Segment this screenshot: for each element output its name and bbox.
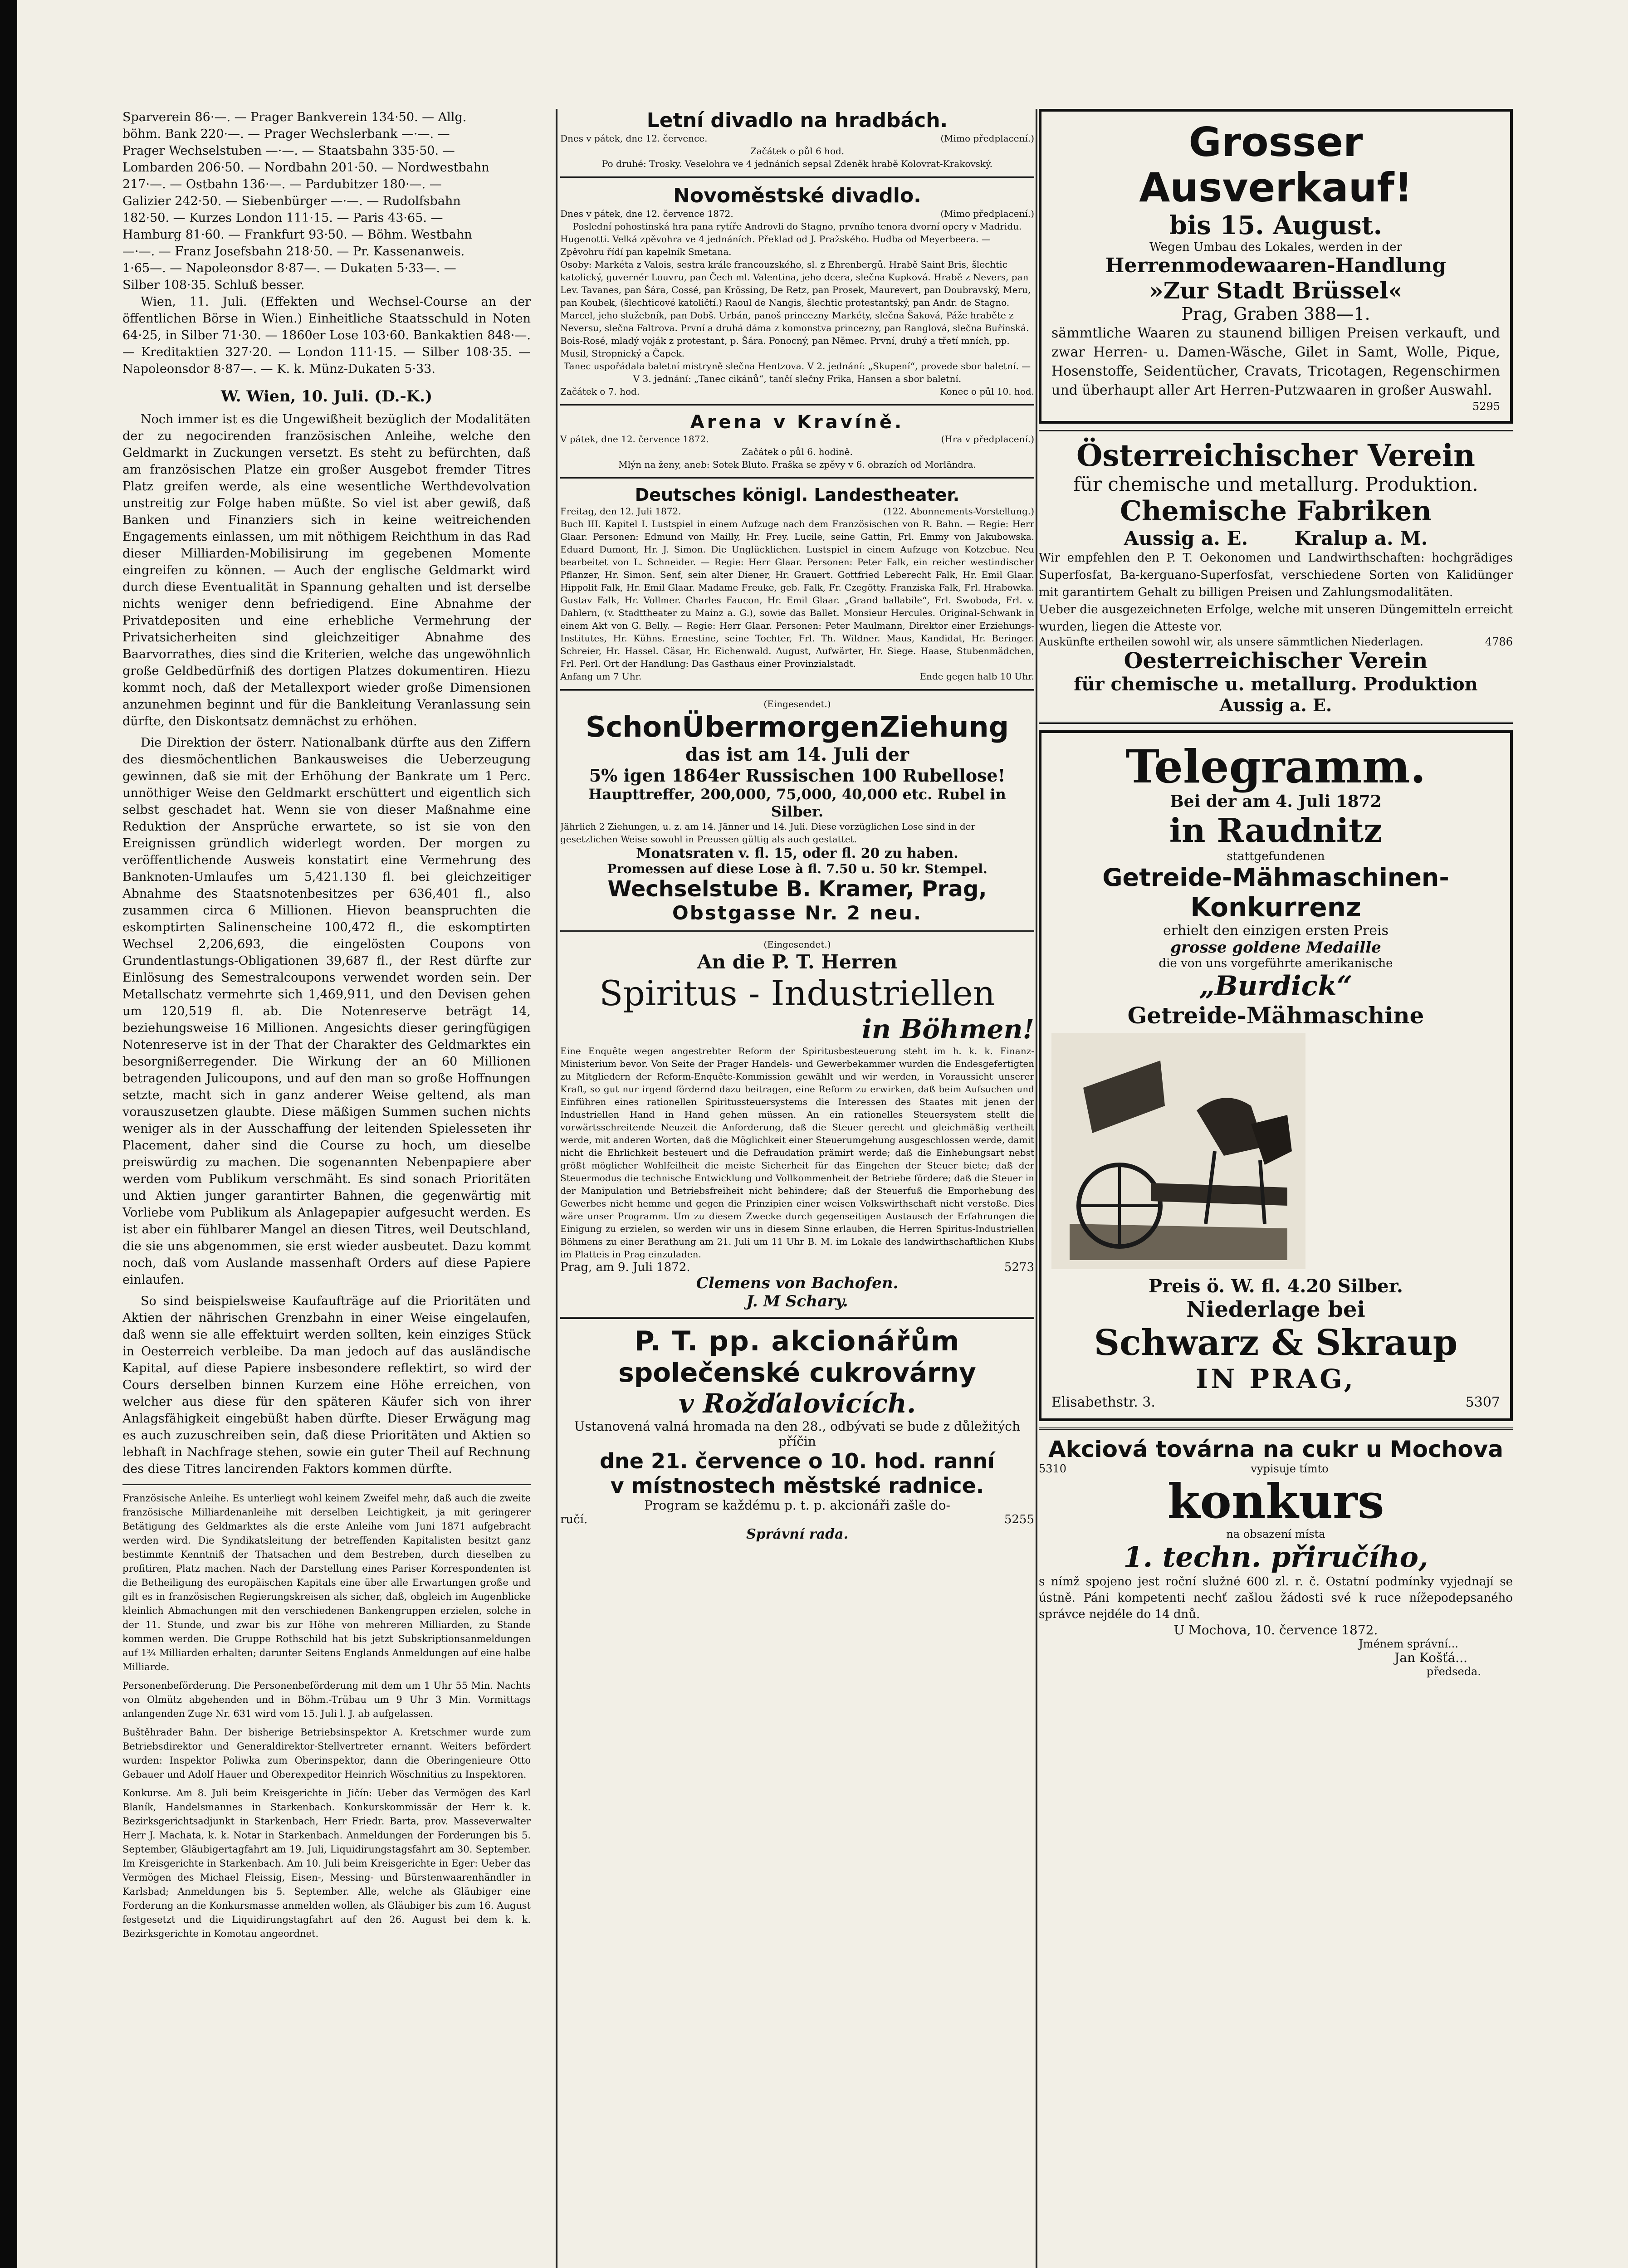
- column-rule: [556, 109, 557, 2268]
- column-rule: [1036, 109, 1037, 2268]
- divider: [560, 477, 1034, 479]
- verein-foot2: für chemische u. metallurg. Produktion: [1074, 674, 1478, 695]
- arena-date-row: [560, 433, 1034, 445]
- verein-sub: für chemische und metallurg. Produktion.: [1073, 473, 1478, 495]
- telegramm-num: 5307: [1465, 1394, 1500, 1410]
- ausverkauf-title: Grosser Ausverkauf!: [1139, 119, 1413, 211]
- nove-mimo: (Mimo předplacení.): [940, 208, 1034, 219]
- market-line: Prager Wechselstuben —·—. — Staatsbahn 335·50. —: [122, 144, 455, 158]
- notice-paragraph: Konkurse. Am 8. Juli beim Kreisgerichte in Jičín: Ueber das Vermögen des Karl Blaník, Handelsmannes in Starkenbach. Konkurskommissär der Herr k. k. Bezirksgerichtsadjunkt in Starkenbach, Herr Friedr. Barta, prov. Masseverwalter Herr J. Machata, k. k. Notar in Starkenbach. Anmeldungen der Forderungen bis 5. September, Gläubigertagfahrt am 19. Juli, Liquidirungstagsfahrt am 30. September. Im Kreisgerichte in Starkenbach. Am 10. Juli beim Kreisgerichte in Eger: Ueber das Vermögen des Michael Fleissig, Eisen-, Messing- und Bürstenwaarenhändler in Karlsbad; Anmeldungen bis 5. September. Alle, welche als Gläubiger eine Forderung an die Konkursmasse anmelden wollen, als Gläubiger bis zum 16. August festgesetzt und die Liquidirungstagfahrt auf den 26. August bei dem k. k. Bezirksgerichte in Komotau angeordnet.: [122, 1788, 531, 1939]
- mochov-title: Akciová továrna na cukr u Mochova: [1048, 1436, 1504, 1462]
- spiritus-date: Prag, am 9. Juli 1872.: [560, 1261, 690, 1274]
- telegramm-l2: stattgefundenen: [1227, 850, 1325, 863]
- column-ads: [1039, 109, 1513, 2268]
- mochov-sig1: Jménem správní...: [1359, 1637, 1458, 1650]
- article-paragraph: Die Direktion der österr. Nationalbank dürfte aus den Ziffern des diesmöchentlichen Bankausweises die Ueberzeugung gewinnen, daß sie mit der Erhöhung der Bankrate um 1 Perc. unnöthiger Weise den Geldmarkt erschüttert und eigentlich sich selbst geschadet hat. Wenn sie von dieser Maßnahme eine Reduktion der Ansprüche erwartete, so ist sie von den Ereignissen gründlich widerlegt worden. Der morgen zu veröffentlichende Ausweis konstatirt eine Vermehrung des Banknoten-Umlaufes um 5,421.130 fl. bei gleichzeitiger Abnahme des Staatsnotenbesitzes per 636,401 fl., also zusammen circa 6 Millionen. Hievon beanspruchten die eskomptirten Salinenscheine 100,472 fl., die eskomptirten Wechsel 2,206,693, die eingelösten Coupons von Grundentlastungs-Obligationen 39,687 fl., der Rest dürfte zur Einlösung des Semestralcoupons verwendet worden sein. Der Metallschatz vermehrte sich 1,469,911, und den Devisen gehen um 120,519 fl. ab. Die Notenreserve beträgt 14, beziehungsweise 16 Millionen. Angesichts dieser geringfügigen Notenreserve ist in der That der Charakter des Geldmarktes ein besorgnißerregender. Die Wirkung der an 60 Millionen betragenden Julicoupons, und auf den man so große Hoffnungen setzte, macht sich in ganz anderer Weise geltend, als man vorauszusetzen glaubte. Diese mäßigen Summen suchen nichts weniger als in der Ausschaffung der leitenden Spielesseten ihr Placement, daher sind die Course zu hoch, um dieselbe preiswürdig zu machen. Die sogenannten Nebenpapiere aber werden vom Publikum verschmäht. Es sind sonach Prioritäten und Aktien junger garantirter Bahnen, die gegenwärtig mit Vorliebe vom Publikum als Anlagepapier aufgesucht werden. Es ist aber ein fühlbarer Mangel an diesen Titres, weil Deutschland, die sie uns abgenommen, sie erst wieder ausbeutet. Dazu kommt noch, daß vom Auslande massenhaft Orders auf diese Papiere einlaufen.: [122, 736, 531, 1287]
- spiritus-num: 5273: [1004, 1261, 1034, 1274]
- telegramm-machine: Getreide-Mähmaschine: [1127, 1002, 1424, 1029]
- ziehung-text: Jährlich 2 Ziehungen, u. z. am 14. Jänner und 14. Juli. Diese vorzüglichen Lose sind in der gesetzlichen Weise sowohl in Preussen gültig als auch gestattet.: [560, 821, 976, 845]
- notice-paragraph: Französische Anleihe. Es unterliegt wohl keinem Zweifel mehr, daß auch die zweite französische Milliardenanleihe mit derselben Leichtigkeit, ja mit geringerer Betätigung des Geldmarktes als die erste Anleihe vom Juni 1871 aufgebracht werden wird. Die Syndikatsleitung der betreffenden Kapitalisten besitzt ganz bestimmte Kenntniß der Thatsachen und dem Bestreben, durch dieselben zu profitiren, Platz machen. Nach der Darstellung eines Pariser Korrespondenten ist die Betheiligung des europäischen Kapitals eine über alle Erwartungen große und gilt es in französischen Regierungskreisen als sicher, daß, obgleich im Augenblicke kleinlich Abmachungen mit den verschiedenen Bankengruppen erzielen, solche in der 11. Stunde, und zwar bis zur Höhe von mehreren Milliarden, zu Stande kommen werden. Die Gruppe Rothschild hat bis jetzt Subskriptionsanmeldungen auf 1¾ Milliarden erhalten; darunter Seitens Englands Anmeldungen auf eine halbe Milliarde.: [122, 1493, 531, 1672]
- telegramm-ad: [1039, 730, 1513, 1421]
- akcionar-l2: společenské cukrovárny: [618, 1357, 976, 1388]
- mochov-vyp: vypisuje tímto: [1251, 1462, 1329, 1475]
- ziehung-sub: das ist am 14. Juli der: [685, 744, 909, 765]
- market-line: Hamburg 81·60. — Frankfurt 93·50. — Böhm. Westbahn: [122, 228, 472, 242]
- notice-paragraph: Buštěhrader Bahn. Der bisherige Betriebsinspektor A. Kretschmer wurde zum Betriebsdirektor und Generaldirektor-Stellvertreter ernannt. Weiters befördert wurden: Inspektor Poliwka zum Oberinspektor, dann die Oberingenieure Otto Gebauer und Adolf Hauer und Oberexpeditor Heinrich Wöschnitius zu Inspektoren.: [122, 1727, 531, 1780]
- letni-date: Dnes v pátek, dne 12. července.: [560, 133, 708, 144]
- deutsch-ende: Ende gegen halb 10 Uhr.: [919, 671, 1034, 682]
- arena-title: Arena v Kravíně.: [690, 412, 904, 433]
- short-notices: [122, 1491, 531, 1941]
- market-line: Galizier 242·50. — Siebenbürger —·—. — Rudolfsbahn: [122, 194, 461, 208]
- divider: [1039, 722, 1513, 724]
- mochov-na: na obsazení místa: [1226, 1528, 1325, 1540]
- spiritus-text: Eine Enquête wegen angestrebter Reform der Spiritusbesteuerung steht im h. k. k. Finanz-Ministerium bevor. Von Seite der Prager Handels- und Gewerbekammer wurden die Endesgefertigten zu Mitgliedern der Reform-Enquête-Kommission gewählt und wir werden, in Voraussicht unserer Kraft, so gut nur irgend fördernd dazu beitragen, eine Reform zu erwirken, daß beim Aufsuchen und Einführen eines rationellen Spiritussteuersystems die Interessen des Staates mit jenen der Industriellen Hand in Hand gehen müssen. An ein rationelles Steuersystem stellt die vorwärtsschreitende Neuzeit die Anforderung, daß die Steuer gerecht und gleichmäßig vertheilt werde, mit anderen Worten, daß die Möglichkeit einer Steuerumgehung ausgeschlossen werde, damit nicht die Ehrlichkeit besteuert und die Defraudation prämirt werde; daß die Einhebungsart nebst größt möglicher Wohlfeilheit die meiste Sicherheit für das Eingehen der Steuer biete; daß der Steuermodus die technische Entwicklung und Vollkommenheit der Betriebe fördere; daß die Steuer in der Manipulation und Betriebsfreiheit nicht behindere; daß der Steuerfuß die Emporhebung des Gewerbes nicht hemme und gegen die Prinzipien einer weisen Volkswirthschaft nicht verstoße. Dies wäre unser Programm. Um zu diesem Zwecke durch gegenseitigen Austausch der Erfahrungen die Einigung zu erzielen, so werden wir uns in diesem Sinne erlauben, die Herren Spiritus-Industriellen Böhmens zu einer Berathung am 21. Juli um 11 Uhr B. M. im Lokale des landwirthschaftlichen Klubs im Platteis in Prag einzuladen.: [560, 1046, 1034, 1260]
- mochov-text: s nímž spojeno jest roční služné 600 zl. r. č. Ostatní podmínky vyjednají se ústně. Páni kompetenti nechť zašlou žádosti své k ruce nížepodepsaného správce nejdéle do 14 dnů.: [1039, 1575, 1513, 1621]
- akcionar-date: dne 21. července o 10. hod. ranní: [600, 1449, 995, 1473]
- mochov-pos: 1. techn. přiručího,: [1123, 1540, 1428, 1574]
- nove-time-row: [560, 385, 1034, 398]
- column-finance: [122, 109, 531, 2268]
- spiritus-date-row: [560, 1261, 1034, 1274]
- verein-text3-row: [1039, 635, 1513, 648]
- telegramm-comp: Getreide-Mähmaschinen-: [1102, 863, 1449, 892]
- akcionar-head: P. T. pp. akcionářům: [634, 1325, 960, 1357]
- market-line: 217·—. — Ostbahn 136·—. — Pardubitzer 180·—. —: [122, 177, 442, 191]
- akcionar-num: 5255: [1004, 1513, 1034, 1526]
- nove-start: Začátek o 7. hod.: [560, 386, 640, 397]
- divider: [560, 176, 1034, 178]
- ausverkauf-num: 5295: [1472, 400, 1500, 413]
- ziehung-loan: 5% igen 1864er Russischen 100 Rubellose!: [589, 765, 1006, 786]
- mochov-konkurs: konkurs: [1167, 1473, 1384, 1529]
- verein-text2: Ueber die ausgezeichneten Erfolge, welche mit unseren Düngemitteln erreicht wurden, liegen die Atteste vor.: [1039, 603, 1513, 634]
- divider: [560, 1317, 1034, 1319]
- telegramm-komp: Konkurrenz: [1190, 892, 1361, 923]
- letni-start: Začátek o půl 6 hod.: [750, 146, 845, 156]
- telegramm-price: Preis ö. W. fl. 4.20 Silber.: [1149, 1276, 1403, 1297]
- nove-date: Dnes v pátek, dne 12. července 1872.: [560, 208, 733, 219]
- telegramm-l4: die von uns vorgeführte amerikanische: [1159, 957, 1393, 970]
- mochov-date: U Mochova, 10. července 1872.: [1173, 1623, 1378, 1637]
- arena-text: Mlýn na ženy, aneb: Sotek Bluto. Fraška se zpěvy v 6. obrazích od Morländra.: [618, 459, 976, 470]
- verein-head2: Chemische Fabriken: [1120, 495, 1432, 527]
- market-line: 1·65—. — Napoleonsdor 8·87—. — Dukaten 5·33—. —: [122, 261, 456, 275]
- nove-end: Konec o půl 10. hod.: [940, 386, 1034, 397]
- ziehung-rates: Monatsraten v. fl. 15, oder fl. 20 zu haben.: [636, 846, 958, 861]
- nove-text1: Poslední pohostinská hra pana rytíře Androvli do Stagno, prvního tenora dvorní opery v Madridu.: [572, 221, 1022, 232]
- akcionar-l3: v Rožďalovicích.: [678, 1388, 916, 1419]
- deutsch-date-row: [560, 505, 1034, 518]
- ziehung-addr: Obstgasse Nr. 2 neu.: [672, 902, 922, 924]
- ausverkauf-date: bis 15. August.: [1169, 210, 1383, 240]
- telegramm-brand: „Burdick“: [1199, 970, 1353, 1002]
- verein-foot3: Aussig a. E.: [1219, 695, 1332, 715]
- divider: [1039, 430, 1513, 431]
- article-paragraph: So sind beispielsweise Kaufaufträge auf die Prioritäten und Aktien der nährischen Grenzbahn in einer Weise eingelaufen, daß wenn sie alle effektuirt werden sollten, kein einziges Stück in Oesterreich verbleibe. Da man jedoch auf das ausländische Kapital, auf diese Papiere insbesondere reflektirt, so wird der Cours derselben binnen Kurzem eine Höhe erreichen, von welcher aus diese für den späteren Käufer sich von ihrer Anlagsfähigkeit eingebüßt haben dürfte. Dieser Erwägung mag es auch zuzuschreiben sein, daß diese Prioritäten und Aktien so lebhaft in Nachfrage stehen, sowie ein guter Theil auf Rechnung des diese Titres lancirenden Faktors kommen dürfte.: [122, 1294, 531, 1476]
- ausverkauf-firm2: »Zur Stadt Brüssel«: [1149, 277, 1403, 304]
- akcionar-foot: [560, 1513, 1034, 1526]
- telegramm-foot: [1051, 1394, 1500, 1410]
- telegramm-l3: erhielt den einzigen ersten Preis: [1163, 923, 1389, 938]
- notice-paragraph: Personenbeförderung. Die Personenbeförderung mit dem um 1 Uhr 55 Min. Nachts von Olmütz abgehenden und in Böhm.-Trübau um 9 Uhr 3 Min. Vormittags anlangenden Zuge Nr. 631 wird vom 15. Juli l. J. ab aufgelassen.: [122, 1680, 531, 1719]
- scan-edge: [0, 0, 17, 2268]
- telegramm-title: Telegramm.: [1125, 740, 1426, 793]
- verein-title: Österreichischer Verein: [1076, 438, 1475, 473]
- column-theatre: [560, 109, 1034, 2268]
- market-report: [122, 109, 531, 293]
- arena-hra: (Hra v předplacení.): [941, 434, 1034, 445]
- letni-title: Letní divadlo na hradbách.: [646, 109, 948, 132]
- ausverkauf-firm1: Herrenmodewaaren-Handlung: [1105, 254, 1447, 277]
- deutsch-anfang: Anfang um 7 Uhr.: [560, 671, 642, 682]
- akcionar-place: v místnostech městské radnice.: [610, 1473, 984, 1498]
- telegramm-addr: Elisabethstr. 3.: [1051, 1394, 1155, 1410]
- ziehung-firm: Wechselstube B. Kramer, Prag,: [607, 876, 987, 902]
- divider: [560, 689, 1034, 691]
- akcionar-prog: Program se každému p. t. p. akcionáři zašle do-: [644, 1498, 950, 1513]
- verein-places: Aussig a. E. Kralup a. M.: [1124, 527, 1428, 549]
- wien-report: Wien, 11. Juli. (Effekten und Wechsel-Course an der öffentlichen Börse in Wien.) Einheitliche Staatsschuld in Noten 64·25, in Silber 71·30. — 1860er Lose 103·60. Bankaktien 848·—. — Kreditaktien 327·20. — London 111·15. — Silber 108·35. — Napoleonsdor 8·87—. — K. k. Münz-Dukaten 5·33.: [122, 295, 531, 376]
- verein-text: Wir empfehlen den P. T. Oekonomen und Landwirthschaften: hochgrädiges Superfosfat, Ba-kerguano-Superfosfat, verschiedene Sorten von Kalidünger mit garantirtem Gehalt zu billigen Preisen und Zahlungsmodalitäten.: [1039, 551, 1513, 599]
- ausverkauf-ad: [1039, 109, 1513, 424]
- letni-text: Po druhé: Trosky. Veselohra ve 4 jednáních sepsal Zdeněk hrabě Kolovrat-Krakovský.: [601, 158, 993, 169]
- telegramm-med: grosse goldene Medaille: [1170, 938, 1381, 957]
- nove-date-row: [560, 207, 1034, 220]
- market-line: —·—. — Franz Josefsbahn 218·50. — Pr. Kassenanweis.: [122, 244, 465, 259]
- akcionar-rucn: ručí.: [560, 1513, 588, 1526]
- divider: [560, 404, 1034, 406]
- letni-date-row: [560, 132, 1034, 145]
- telegramm-city: IN PRAG,: [1196, 1364, 1356, 1394]
- divider: [122, 1484, 531, 1485]
- mochov-sig3: předseda.: [1426, 1665, 1481, 1678]
- mochov-sig2: Jan Košťá...: [1394, 1650, 1467, 1665]
- ziehung-headline: SchonÜbermorgenZiehung: [585, 710, 1009, 743]
- divider: [560, 930, 1034, 932]
- arena-date: V pátek, dne 12. července 1872.: [560, 434, 709, 445]
- market-line: böhm. Bank 220·—. — Prager Wechslerbank —·—. —: [122, 127, 450, 141]
- ausverkauf-l1: Wegen Umbau des Lokales, werden in der: [1149, 240, 1403, 254]
- akcionar-sig: Správní rada.: [746, 1526, 849, 1542]
- verein-num: 4786: [1485, 635, 1513, 648]
- telegramm-firm: Schwarz & Skraup: [1094, 1322, 1458, 1364]
- deutsch-abo: (122. Abonnements-Vorstellung.): [883, 506, 1034, 517]
- eingesendet-label: (Eingesendet.): [763, 939, 831, 950]
- market-line: Silber 108·35. Schluß besser.: [122, 278, 305, 292]
- verein-ad: [1039, 438, 1513, 715]
- deutsch-title: Deutsches königl. Landestheater.: [635, 485, 960, 505]
- mochov-ad: [1039, 1436, 1513, 1678]
- spiritus-big: Spiritus - Industriellen: [599, 973, 995, 1013]
- spiritus-where: in Böhmen!: [861, 1014, 1034, 1045]
- telegramm-place: in Raudnitz: [1169, 811, 1383, 850]
- spiritus-sig2: J. M Schary.: [746, 1292, 848, 1310]
- letni-mimo: (Mimo předplacení.): [940, 133, 1034, 144]
- nove-text4: Tanec uspořádala baletní mistryně slečna Hentzova. V 2. jednání: „Skupení“, provede sbor baletní. — V 3. jednání: „Tanec cikánů“, tančí slečny Frika, Hansen a sbor baletní.: [563, 361, 1031, 384]
- mochov-num: 5310: [1039, 1462, 1067, 1475]
- dateline: W. Wien, 10. Juli. (D.-K.): [220, 387, 433, 406]
- nove-text3: Osoby: Markéta z Valois, sestra krále francouzského, sl. z Ehrenbergů. Hrabě Saint Bris, šlechtic katolický, guvernér Louvru, pan Čech ml. Valentina, jeho dcera, slečna Kupková. Hrabě z Nevers, pan Lev. Tavanes, pan Šára, Cossé, pan Krössing, De Retz, pan Prosek, Maurevert, pan Doubravský, Meru, pan Koubek, (šlechticové katoličtí.) Raoul de Nangis, šlechtic protestantský, pan Andr. de Stagno. Marcel, jeho služebník, pan Dobš. Urbán, panoš princezny Markéty, slečna Šaková, Páže hraběte z Neversu, slečna Faltrova. První a druhá dáma z komonstva princezny, pan Ranglová, slečna Buřínská. Bois-Rosé, mladý voják z protestant, p. Šára. Ponocný, pan Němec. První, druhý a třetí mních, pp. Musil, Stropnický a Čapek.: [560, 259, 1031, 359]
- eingesendet-label: (Eingesendet.): [763, 699, 831, 709]
- nove-text2: Hugenotti. Velká zpěvohra ve 4 jednáních. Překlad od J. Pražského. Hudba od Meyerbeera. — Zpěvohru řídí pan kapelník Smetana.: [560, 234, 991, 257]
- verein-foot1: Oesterreichischer Verein: [1124, 648, 1428, 674]
- spiritus-head: An die P. T. Herren: [697, 951, 898, 973]
- market-line: Lombarden 206·50. — Nordbahn 201·50. — Nordwestbahn: [122, 161, 489, 175]
- ziehung-main: Haupttreffer, 200,000, 75,000, 40,000 etc. Rubel in Silber.: [588, 786, 1006, 820]
- article-paragraph: Noch immer ist es die Ungewißheit bezüglich der Modalitäten der zu negocirenden französischen Anleihe, welche den Geldmarkt in Zuckungen versetzt. Es steht zu befürchten, daß am französischen Platze ein großer Ausgebot fremder Titres Platz greifen werde, als eine wesentliche Werthdevolvation unstreitig zur Folge haben müßte. So viel ist aber gewiß, daß Banken und Finanziers sich in keine weitreichenden Engagements einlassen, um mit nöthigem Reichthum in das Rad dieser Milliarden-Mobilisirung im gegebenen Momente eingreifen zu können. — Auch der englische Geldmarkt wird durch diese Eventualität in Spannung gehalten und ist derselbe nichts weniger denn befriedigend. Eine Abnahme der Privatdepositen und eine erhebliche Vermehrung der Privatsicherheiten sind gleichzeitiger Abnahme des Baarvorrathes, dies sind die Kriterien, welche das ungewöhnlich große Geldbedürfniß des dortigen Platzes dokumentiren. Hiezu kommt noch, daß der Metallexport wieder große Dimensionen anzunehmen beginnt und für die Bankleitung Veranlassung sein dürfte, den Diskontsatz demnächst zu erhöhen.: [122, 412, 531, 728]
- ziehung-prom: Promessen auf diese Lose à fl. 7.50 u. 50 kr. Stempel.: [607, 861, 988, 876]
- market-line: Sparverein 86·—. — Prager Bankverein 134·50. — Allg.: [122, 110, 467, 124]
- deutsch-date: Freitag, den 12. Juli 1872.: [560, 506, 681, 517]
- deutsch-time-row: [560, 670, 1034, 683]
- verein-text3: Auskünfte ertheilen sowohl wir, als unsere sämmtlichen Niederlagen.: [1039, 635, 1423, 648]
- ausverkauf-text: sämmtliche Waaren zu staunend billigen Preisen verkauft, und zwar Herren- u. Damen-Wäsche, Gilet in Samt, Wolle, Pique, Hosenstoffe, Seidentücher, Cravats, Tricotagen, Regenschirmen und überhaupt aller Art Herren-Putzwaaren in großer Auswahl.: [1051, 325, 1500, 398]
- nove-title: Novoměstské divadlo.: [673, 184, 921, 207]
- divider: [1039, 1427, 1513, 1430]
- telegramm-nied: Niederlage bei: [1186, 1297, 1365, 1322]
- reaper-engraving: [1051, 1033, 1305, 1269]
- telegramm-l1: Bei der am 4. Juli 1872: [1170, 792, 1382, 811]
- akcionar-text: Ustanovená valná hromada na den 28., odbývati se bude z důležitých příčin: [574, 1419, 1021, 1449]
- arena-start: Začátek o půl 6. hodině.: [742, 446, 853, 457]
- ausverkauf-addr: Prag, Graben 388—1.: [1181, 304, 1370, 324]
- spiritus-sig1: Clemens von Bachofen.: [696, 1274, 899, 1292]
- deutsch-text: Buch III. Kapitel I. Lustspiel in einem Aufzuge nach dem Französischen von R. Bahn. — Regie: Herr Glaar. Personen: Edmund von Mailly, Hr. Frey. Lucile, seine Gattin, Frl. Emmy von Jakubowska. Eduard Dumont, Hr. J. Simon. Die Unglücklichen. Lustspiel in einem Aufzuge von Kotzebue. Neu bearbeitet von L. Schneider. — Regie: Herr Glaar. Personen: Peter Falk, ein reicher westindischer Pflanzer, Hr. Simon. Senf, sein alter Diener, Hr. Grauert. Gottfried Leberecht Falk, Hr. Emil Glaar. Hippolit Falk, Hr. Emil Glaar. Madame Freuke, geb. Falk, Fr. Czegötty. Franziska Falk, Frl. Hrabowka. Gustav Falk, Hr. Vollmer. Charles Faucon, Hr. Emil Glaar. „Grand ballabile“, Frl. Swoboda, Frl. v. Dahlern, (v. Stadttheater zu Mainz a. G.), sowie das Ballet. Monsieur Hercules. Original-Schwank in einem Akt von G. Belly. — Regie: Herr Glaar. Personen: Peter Maulmann, Direktor einer Erziehungs-Institutes, Hr. Kühns. Ernestine, seine Tochter, Frl. Th. Wildner. Maus, Kandidat, Hr. Beringer. Schreier, Hr. Hassel. Cäsar, Hr. Eichenwald. August, Aufwärter, Hr. Siege. Haase, Stubenmädchen, Frl. Perl. Ort der Handlung: Das Gasthaus einer Provinzialstadt.: [560, 518, 1034, 669]
- market-line: 182·50. — Kurzes London 111·15. — Paris 43·65. —: [122, 211, 443, 225]
